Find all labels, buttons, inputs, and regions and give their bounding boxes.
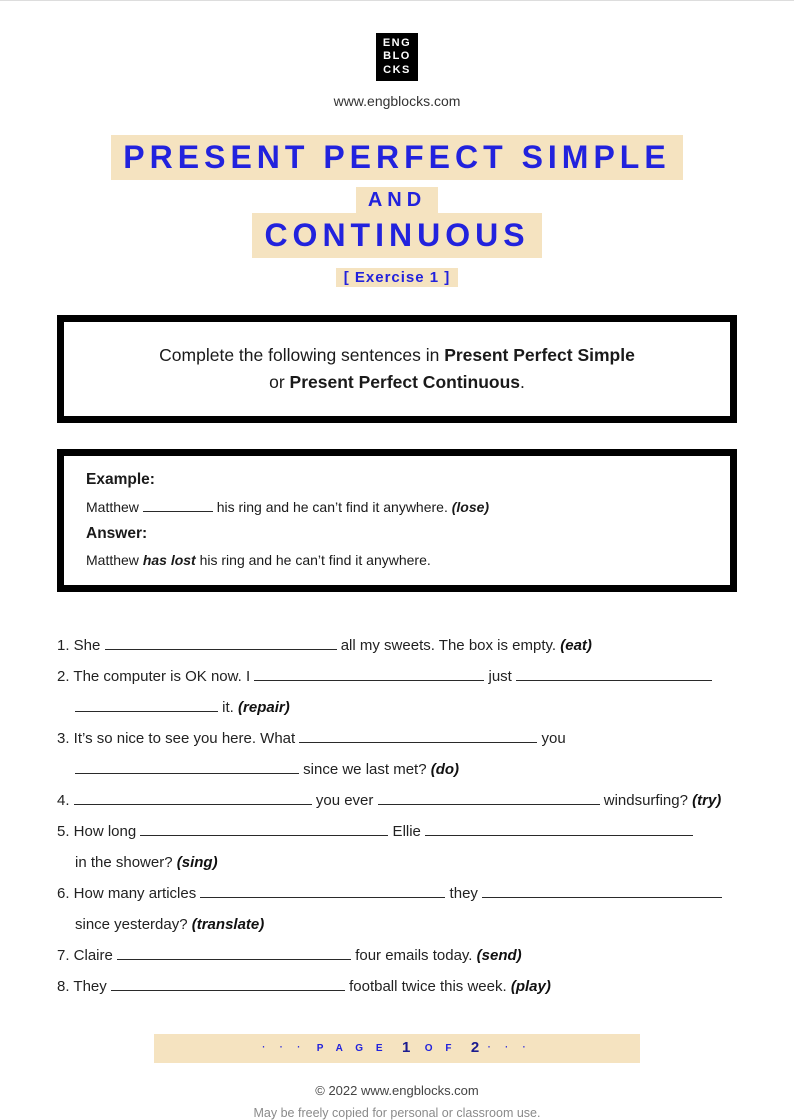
verb-hint: (do) <box>430 760 460 778</box>
answer-blank <box>378 791 600 805</box>
exercise-text: football twice this week. <box>344 977 511 995</box>
current-page-number: 1 <box>401 1038 411 1056</box>
verb-hint: (translate) <box>191 915 265 933</box>
dots-right: · · · <box>487 1041 532 1052</box>
exercise-text: 8. They <box>57 977 111 995</box>
answer-blank <box>105 636 337 650</box>
exercise-text: you ever <box>311 791 378 809</box>
verb-hint: (send) <box>476 946 522 964</box>
verb-hint: (repair) <box>238 698 290 716</box>
exercise-text: 7. Claire <box>57 946 118 964</box>
page-label: P A G E <box>316 1042 388 1054</box>
exercise-line <box>57 667 737 686</box>
answer-blank <box>482 884 722 898</box>
answer-blank <box>74 791 312 805</box>
exercise-line <box>57 915 737 934</box>
page-title-line3: CONTINUOUS <box>252 213 541 258</box>
exercise-list <box>57 636 737 996</box>
exercise-text: all my sweets. The box is empty. <box>336 636 561 654</box>
exercise-text: since we last met? <box>299 760 431 778</box>
page-title-line1: PRESENT PERFECT SIMPLE <box>111 135 682 180</box>
exercise-text: just <box>484 667 517 685</box>
logo-line-1: ENG <box>382 37 412 50</box>
exercise-line <box>57 822 737 841</box>
example-answer-pre: Matthew <box>86 551 143 568</box>
exercise-text: since yesterday? <box>75 915 192 933</box>
exercise-text: 5. How long <box>57 822 141 840</box>
exercise-text: 1. She <box>57 636 105 654</box>
instruction-bold-2: Present Perfect Continuous <box>289 371 521 392</box>
exercise-line <box>57 884 737 903</box>
exercise-line <box>57 977 737 996</box>
exercise-line <box>57 946 737 965</box>
answer-blank <box>425 822 693 836</box>
website-url: www.engblocks.com <box>333 93 461 109</box>
total-page-number: 2 <box>470 1038 480 1056</box>
instruction-text-2: or <box>269 371 290 392</box>
example-verb-hint: (lose) <box>451 498 490 515</box>
example-blank <box>143 498 213 512</box>
verb-hint: (play) <box>510 977 551 995</box>
answer-blank <box>140 822 388 836</box>
exercise-line <box>57 760 737 779</box>
exercise-text: windsurfing? <box>599 791 693 809</box>
instruction-box <box>57 315 737 423</box>
instruction-text-3: . <box>520 371 525 392</box>
instruction-text-1: Complete the following sentences in <box>159 344 445 365</box>
answer-blank <box>200 884 445 898</box>
example-answer-post: his ring and he can’t find it anywhere. <box>195 551 431 568</box>
answer-label: Answer: <box>86 524 148 542</box>
exercise-line <box>57 791 737 810</box>
exercise-text: they <box>445 884 483 902</box>
example-prompt <box>86 498 708 515</box>
exercise-text: four emails today. <box>351 946 477 964</box>
instruction-bold-1: Present Perfect Simple <box>444 344 635 365</box>
exercise-line <box>57 698 737 717</box>
answer-blank <box>75 698 218 712</box>
exercise-text: 2. The computer is OK now. I <box>57 667 255 685</box>
answer-blank <box>254 667 484 681</box>
exercise-text: you <box>537 729 566 747</box>
verb-hint: (try) <box>692 791 722 809</box>
example-prompt-post: his ring and he can’t find it anywhere. <box>212 498 452 515</box>
exercise-line <box>57 729 737 748</box>
answer-blank <box>75 760 299 774</box>
of-label: O F <box>424 1042 457 1054</box>
engblocks-logo <box>376 33 418 81</box>
verb-hint: (eat) <box>560 636 592 654</box>
page-title-line2: AND <box>356 187 438 213</box>
worksheet-page <box>0 1 794 1120</box>
logo-line-2: BLO <box>383 50 411 63</box>
exercise-text: in the shower? <box>75 853 177 871</box>
logo-line-3: CKS <box>383 63 411 76</box>
answer-blank <box>299 729 537 743</box>
page-indicator-bar <box>154 1034 640 1063</box>
example-label: Example: <box>86 470 155 488</box>
dots-left: · · · <box>262 1041 307 1052</box>
example-answer-verb: has lost <box>142 551 196 568</box>
example-box <box>57 449 737 592</box>
exercise-line <box>57 636 737 655</box>
answer-blank <box>111 977 345 991</box>
exercise-text: it. <box>218 698 239 716</box>
exercise-text: 6. How many articles <box>57 884 201 902</box>
exercise-line <box>57 853 737 872</box>
copyright-line: © 2022 www.engblocks.com <box>315 1082 479 1098</box>
title-block <box>0 135 794 287</box>
exercise-tag: [ Exercise 1 ] <box>336 268 459 287</box>
example-answer <box>86 552 708 568</box>
exercise-text: Ellie <box>388 822 426 840</box>
answer-blank <box>516 667 712 681</box>
exercise-text: 3. It’s so nice to see you here. What <box>57 729 300 747</box>
example-prompt-pre: Matthew <box>86 498 143 515</box>
license-line: May be freely copied for personal or classroom use. <box>253 1105 541 1120</box>
exercise-text: 4. <box>57 791 74 809</box>
answer-blank <box>117 946 351 960</box>
verb-hint: (sing) <box>176 853 218 871</box>
